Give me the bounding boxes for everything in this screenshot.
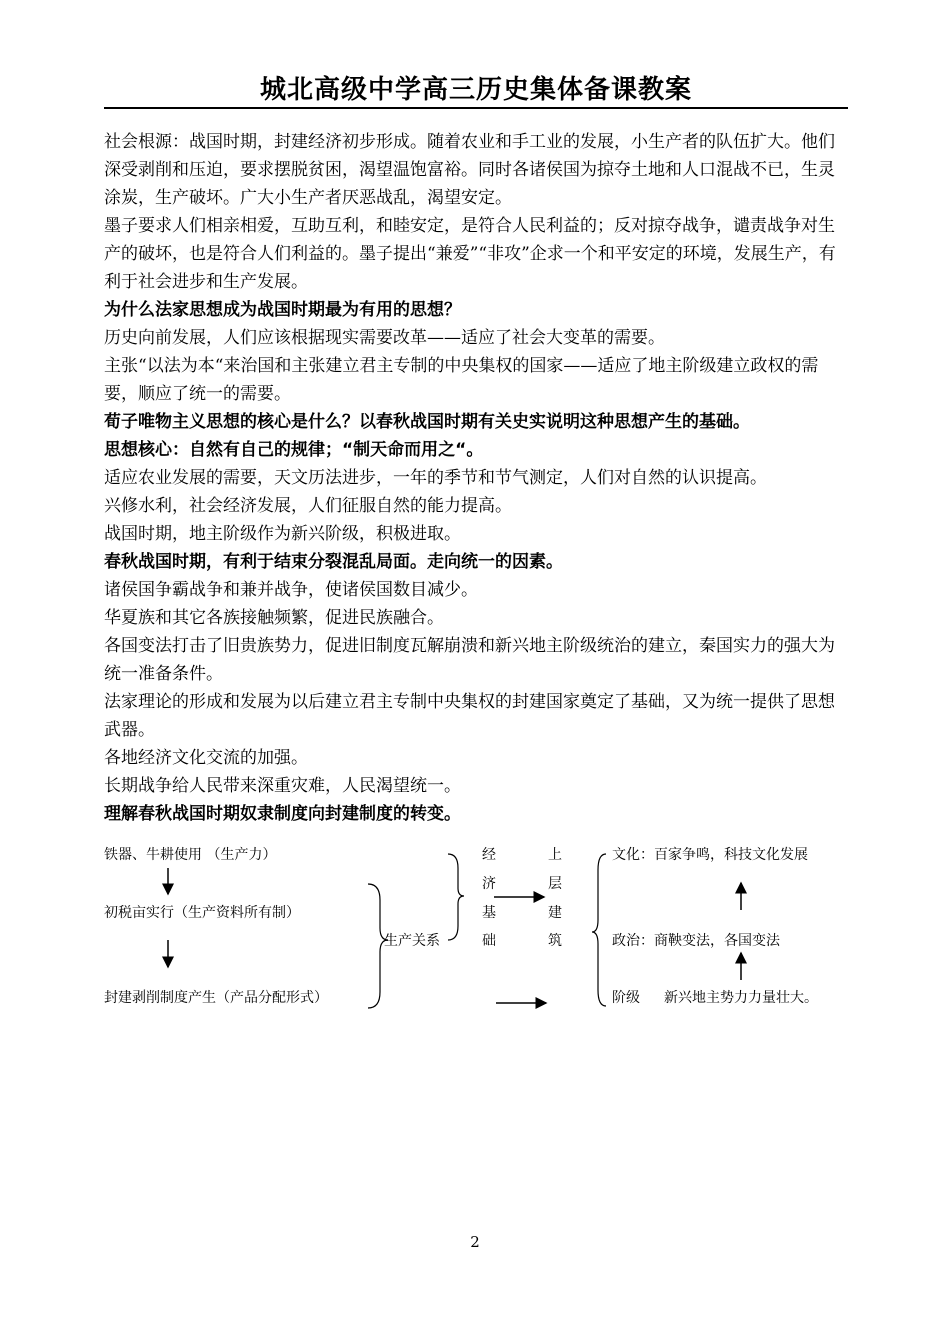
class-item <box>612 989 818 1007</box>
paragraph: 墨子要求人们相亲相爱，互助互利，和睦安定，是符合人民利益的；反对掠夺战争，谴责战争对生产的破坏，也是符合人们利益的。墨子提出“兼爱”“非攻”企求一个和平安定的环境，发展生产，有利于社会进步和生产发展。 <box>104 216 836 292</box>
question-heading: 为什么法家思想成为战国时期最为有用的思想？ <box>104 300 461 320</box>
superstructure-char: 建 <box>548 905 562 921</box>
brace-relations <box>448 854 464 940</box>
politics-item <box>612 932 780 950</box>
politics-label: 政治： <box>612 933 654 949</box>
paragraph: 各地经济文化交流的加强。 <box>104 748 308 768</box>
relations-label: 生产关系 <box>384 933 440 949</box>
answer-heading: 思想核心：自然有自己的规律；“制天命而用之“。 <box>104 440 484 460</box>
paragraph: 法家理论的形成和发展为以后建立君主专制中央集权的封建国家奠定了基础，又为统一提供了思想武器。 <box>104 692 835 740</box>
base-char: 基 <box>482 905 496 921</box>
productive-forces-label: 铁器、牛耕使用 （生产力） <box>104 847 277 863</box>
question-heading: 理解春秋战国时期奴隶制度向封建制度的转变。 <box>104 804 461 824</box>
class-label: 阶级 <box>612 990 640 1006</box>
question-heading: 荀子唯物主义思想的核心是什么？以春秋战国时期有关史实说明这种思想产生的基础。 <box>104 412 750 432</box>
base-char: 济 <box>482 876 496 892</box>
paragraph: 适应农业发展的需要，天文历法进步，一年的季节和节气测定，人们对自然的认识提高。 <box>104 468 767 488</box>
class-text: 新兴地主势力力量壮大。 <box>664 990 818 1006</box>
paragraph: 诸侯国争霸战争和兼并战争，使诸侯国数目减少。 <box>104 580 478 600</box>
ownership-label: 初税亩实行（生产资料所有制） <box>104 905 300 921</box>
paragraph: 主张“以法为本“来治国和主张建立君主专制的中央集权的国家——适应了地主阶级建立政权的需要，顺应了统一的需要。 <box>104 356 819 404</box>
culture-text: 百家争鸣，科技文化发展 <box>654 847 808 863</box>
culture-item <box>612 846 808 864</box>
paragraph: 历史向前发展，人们应该根据现实需要改革——适应了社会大变革的需要。 <box>104 328 665 348</box>
page-title: 城北高级中学高三历史集体备课教案 <box>259 75 692 105</box>
paragraph: 兴修水利，社会经济发展，人们征服自然的能力提高。 <box>104 496 512 516</box>
base-char: 经 <box>482 847 496 863</box>
paragraph: 社会根源：战国时期，封建经济初步形成。随着农业和手工业的发展，小生产者的队伍扩大。他们深受剥削和压迫，要求摆脱贫困，渴望温饱富裕。同时各诸侯国为掠夺土地和人口混战不已，生灵涂炭，生产破坏。广大小生产者厌恶战乱，渴望安定。 <box>104 132 835 208</box>
brace-right-items <box>592 854 606 1006</box>
page-number: 2 <box>470 1233 480 1251</box>
politics-text: 商鞅变法，各国变法 <box>654 933 780 949</box>
base-char: 础 <box>482 933 496 949</box>
question-heading: 春秋战国时期，有利于结束分裂混乱局面。走向统一的因素。 <box>104 552 563 572</box>
superstructure-char: 上 <box>548 847 562 863</box>
paragraph: 华夏族和其它各族接触频繁，促进民族融合。 <box>104 608 444 628</box>
header-divider <box>104 107 848 109</box>
paragraph: 战国时期，地主阶级作为新兴阶级，积极进取。 <box>104 524 461 544</box>
paragraph: 长期战争给人民带来深重灾难，人民渴望统一。 <box>104 776 461 796</box>
transition-diagram <box>0 840 950 1020</box>
superstructure-char: 层 <box>548 876 562 892</box>
lesson-body <box>104 128 848 828</box>
paragraph: 各国变法打击了旧贵族势力，促进旧制度瓦解崩溃和新兴地主阶级统治的建立，秦国实力的强大为统一准备条件。 <box>104 636 835 684</box>
superstructure-char: 筑 <box>548 933 562 949</box>
culture-label: 文化： <box>612 847 654 863</box>
distribution-label: 封建剥削制度产生（产品分配形式） <box>104 990 328 1006</box>
